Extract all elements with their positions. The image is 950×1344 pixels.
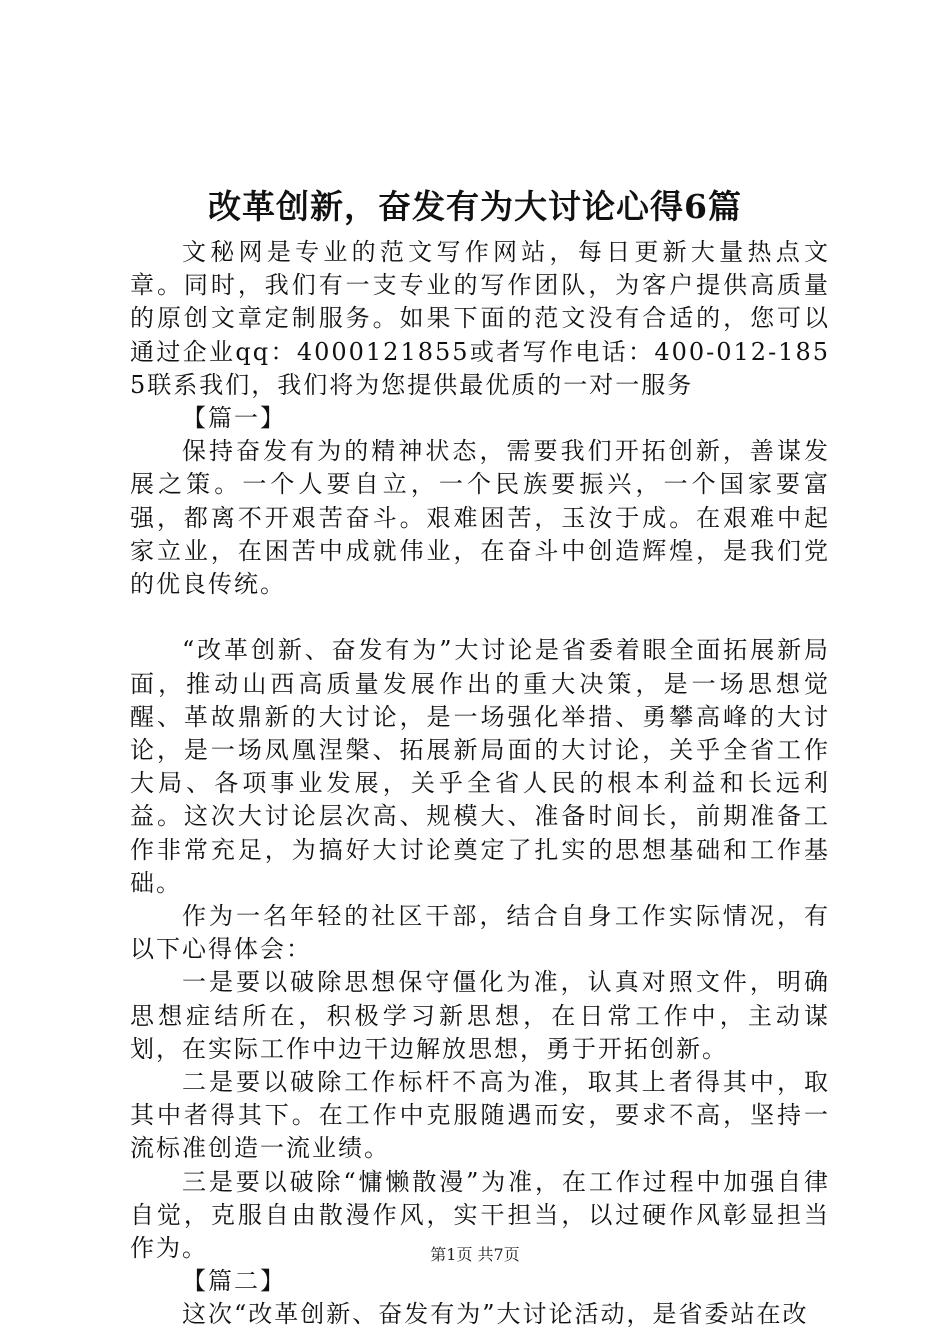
body-paragraph: 作为一名年轻的社区干部，结合自身工作实际情况，有以下心得体会： <box>130 902 830 964</box>
body-paragraph: 一是要以破除思想保守僵化为准，认真对照文件，明确思想症结所在，积极学习新思想，在日常工作中，主动谋划，在实际工作中边干边解放思想，勇于开拓创新。 <box>130 968 830 1063</box>
body-paragraph: 这次“改革创新、奋发有为”大讨论活动，是省委站在改 <box>182 1300 809 1329</box>
body-paragraph: “改革创新、奋发有为”大讨论是省委着眼全面拓展新局面，推动山西高质量发展作出的重大决策，是一场思想觉醒、革故鼎新的大讨论，是一场强化举措、勇攀高峰的大讨论，是一场凤凰涅槃、拓展新局面的大讨论，关乎全省工作大局、各项事业发展，关乎全省人民的根本利益和长远利益。这次大讨论层次高、规模大、准备时间长，前期准备工作非常充足，为搞好大讨论奠定了扎实的思想基础和工作基础。 <box>130 636 830 897</box>
page-number: 第1页 共7页 <box>430 1245 520 1264</box>
document-body <box>130 236 830 1332</box>
document-title: 改革创新，奋发有为大讨论心得6篇 <box>208 187 742 226</box>
body-paragraph: 保持奋发有为的精神状态，需要我们开拓创新，善谋发展之策。一个人要自立，一个民族要振兴，一个国家要富强，都离不开艰苦奋斗。艰难困苦，玉汝于成。在艰难中起家立业，在困苦中成就伟业，在奋斗中创造辉煌，是我们党的优良传统。 <box>130 437 830 599</box>
body-paragraph: 三是要以破除“慵懒散漫”为准，在工作过程中加强自律自觉，克服自由散漫作风，实干担当，以过硬作风彰显担当作为。 <box>130 1167 830 1263</box>
paragraph-gap <box>130 601 830 634</box>
intro-paragraph: 文秘网是专业的范文写作网站，每日更新大量热点文章。同时，我们有一支专业的写作团队，为客户提供高质量的原创文章定制服务。如果下面的范文没有合适的，您可以通过企业qq：4000121855或者写作电话：400-012-1855联系我们，我们将为您提供最优质的一对一服务 <box>130 238 830 399</box>
body-paragraph: 二是要以破除工作标杆不高为准，取其上者得其中，取其中者得其下。在工作中克服随遇而安，要求不高，坚持一流标准创造一流业绩。 <box>130 1068 830 1163</box>
section-heading-2: 【篇二】 <box>182 1267 286 1296</box>
section-heading-1: 【篇一】 <box>182 404 286 433</box>
